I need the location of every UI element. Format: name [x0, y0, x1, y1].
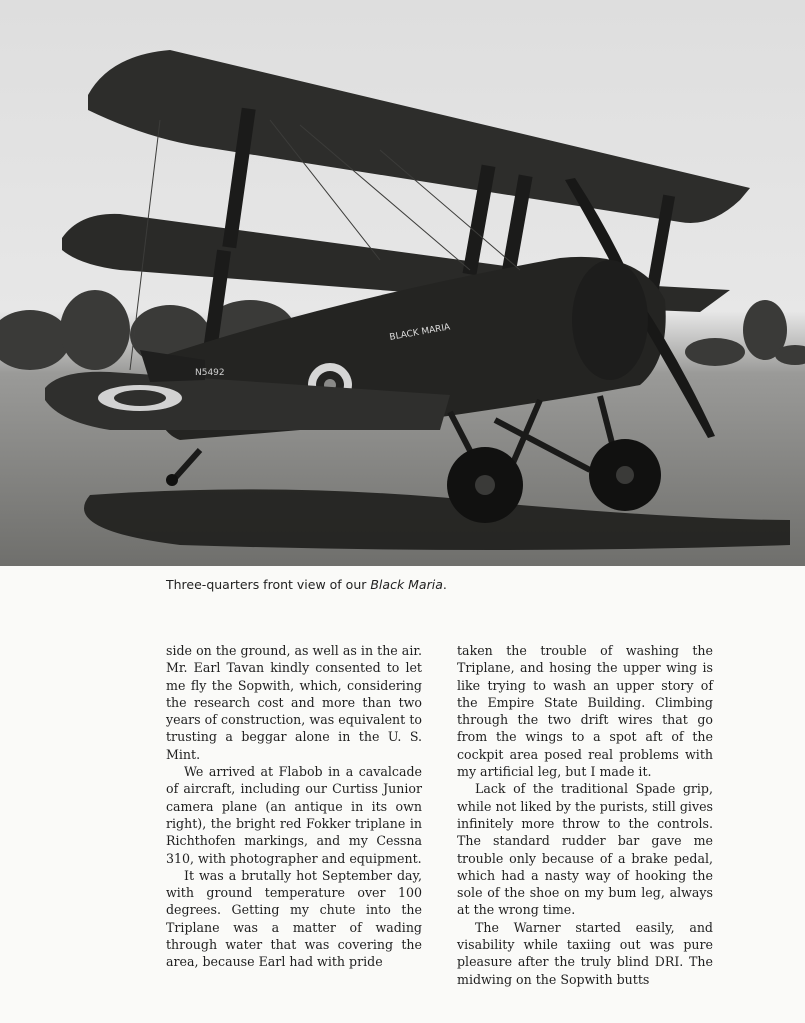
- paragraph: side on the ground, as well as in the air. Mr. Earl Tavan kindly consented to let me fly the Sopwith, which, considering the research cost and more than two years of construction, was equivalent to trusting a beggar alone in the U. S. Mint.: [166, 643, 422, 762]
- paragraph: Lack of the traditional Spade grip, while not liked by the purists, still gives infinitely more throw to the controls. The standard rudder bar gave me trouble only because of a brake pedal, which had a nasty way of hooking the sole of the shoe on my bum leg, always at the wrong time.: [457, 781, 713, 918]
- photo-caption: Three-quarters front view of our Black Maria.: [166, 577, 447, 592]
- text-column-right: [457, 642, 713, 988]
- fuselage-lettering: BLACK MARIA: [388, 322, 452, 343]
- paragraph: The Warner started easily, and visability while taxiing out was pure pleasure after the truly blind DRI. The midwing on the Sopwith butts: [457, 919, 713, 987]
- paragraph: It was a brutally hot September day, with ground temperature over 100 degrees. Getting my chute into the Triplane was a matter of wading through water that was covering the area, because Earl had with pride: [166, 867, 422, 970]
- paragraph: taken the trouble of washing the Triplane, and hosing the upper wing is like trying to wash an upper story of the Empire State Building. Climbing through the two drift wires that go from the wings to a spot aft of the cockpit area posed real problems with my artificial leg, but I made it.: [457, 643, 713, 780]
- paragraph: We arrived at Flabob in a cavalcade of aircraft, including our Curtiss Junior camera plane (an antique in its own right), the bright red Fokker triplane in Richthofen markings, and my Cessna 310, with photographer and equipment.: [166, 764, 422, 866]
- text-column-left: [166, 642, 422, 971]
- serial-lettering: N5492: [195, 368, 225, 378]
- top-wing: [88, 50, 750, 223]
